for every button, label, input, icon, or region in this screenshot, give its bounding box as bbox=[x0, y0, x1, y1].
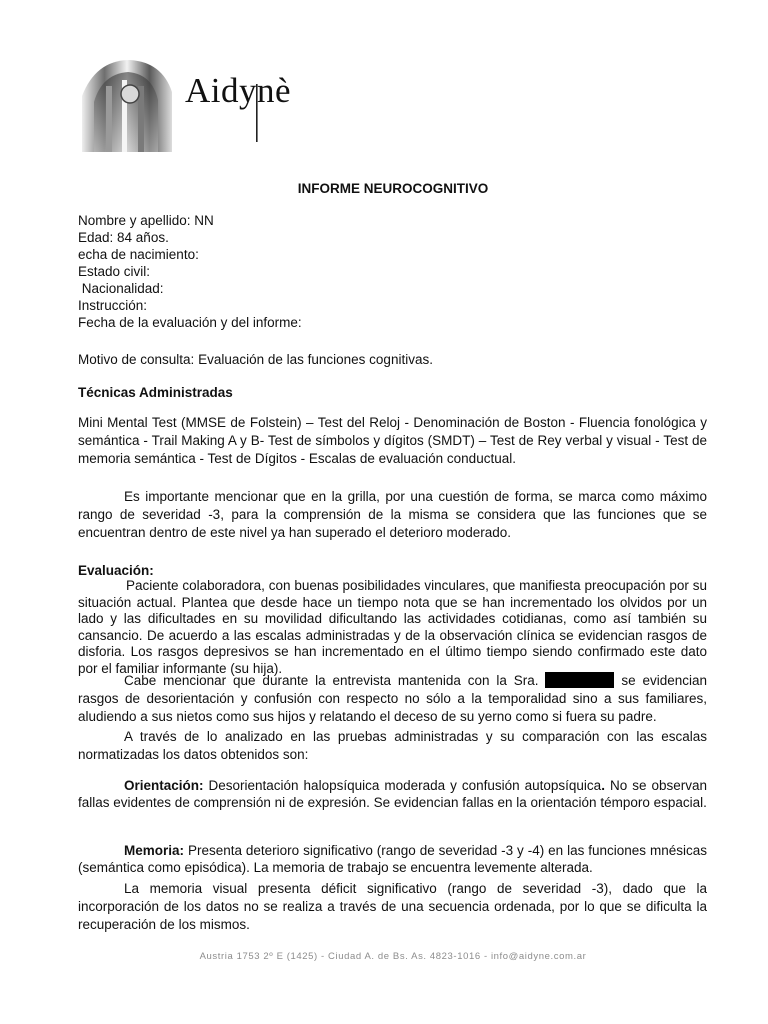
techniques-text: Mini Mental Test (MMSE de Folstein) – Test del Reloj - Denominación de Boston - Fluencia fonológica y semántica - Trail Making A y B- Test de símbolos y dígitos (SMDT) – Test de Rey verbal y visual - Test de memoria semántica - Test de Dígitos - Escalas de evaluación conductual. bbox=[78, 415, 707, 467]
techniques-heading bbox=[78, 384, 707, 401]
consult-reason-text: Motivo de consulta: Evaluación de las funciones cognitivas. bbox=[78, 352, 433, 367]
patient-nationality: Nacionalidad: bbox=[78, 281, 164, 296]
patient-age: Edad: 84 años. bbox=[78, 230, 169, 245]
evaluation-date: Fecha de la evaluación y del informe: bbox=[78, 315, 302, 330]
orientation-section bbox=[78, 778, 707, 811]
redacted-name bbox=[545, 672, 614, 688]
document-title: INFORME NEUROCOGNITIVO bbox=[297, 181, 489, 196]
memory-text: Presenta deterioro significativo (rango de severidad -3 y -4) en las funciones mnésicas (semántica como episódica). La memoria de trabajo se encuentra levemente alterada. bbox=[78, 843, 707, 875]
evaluation-paragraph-2-start: Cabe mencionar que durante la entrevista mantenida con la Sra. bbox=[124, 673, 539, 688]
patient-info bbox=[78, 212, 707, 331]
patient-name: Nombre y apellido: NN bbox=[78, 213, 214, 228]
orientation-text-a: Desorientación halopsíquica moderada y confusión autopsíquica bbox=[208, 778, 602, 793]
footer-address: Austria 1753 2º E (1425) - Ciudad A. de Bs. As. 4823-1016 - info@aidyne.com.ar bbox=[199, 951, 587, 962]
severity-note: Es importante mencionar que en la grilla, por una cuestión de forma, se marca como máximo rango de severidad -3, para la comprensión de la misma se considera que las funciones que se encuentran dentro de este nivel ya han superado el deterioro moderado. bbox=[78, 489, 707, 541]
evaluation-paragraph-2 bbox=[78, 672, 707, 727]
consult-reason bbox=[78, 351, 707, 368]
evaluation-heading bbox=[78, 562, 707, 579]
memory-label: Memoria: bbox=[124, 843, 185, 858]
patient-education: Instrucción: bbox=[78, 298, 148, 313]
brand-name: Aidynè bbox=[185, 71, 292, 110]
evaluation-paragraph-3: A través de lo analizado en las pruebas administradas y su comparación con las escalas normatizadas los datos obtenidos son: bbox=[78, 729, 707, 763]
memory-section bbox=[78, 843, 707, 876]
techniques-heading-text: Técnicas Administradas bbox=[78, 385, 233, 400]
patient-birthdate: echa de nacimiento: bbox=[78, 247, 199, 262]
orientation-label: Orientación: bbox=[124, 778, 204, 793]
evaluation-heading-text: Evaluación: bbox=[78, 563, 154, 578]
visual-memory-paragraph: La memoria visual presenta déficit significativo (rango de severidad -3), dado que la incorporación de los datos no se realiza a través de una secuencia ordenada, por lo que se dificulta la recuperación de los mismos. bbox=[78, 881, 707, 933]
evaluation-paragraph-1: Paciente colaboradora, con buenas posibilidades vinculares, que manifiesta preocupación por su situación actual. Plantea que desde hace un tiempo nota que se han incrementado los olvidos por un lado y las dificultades en su movilidad dificultando las actividades cotidianas, como así también su cansancio. De acuerdo a las escalas administradas y de la observación clínica se evidencian rasgos de disforia. Los rasgos depresivos se han incrementado en el último tiempo siendo confirmado este dato por el familiar informante (su hija). bbox=[78, 578, 707, 676]
patient-marital-status: Estado civil: bbox=[78, 264, 151, 279]
evaluation-paragraph-2-end: se evidencian rasgos de desorientación y confusión con respecto no sólo a la temporalidad sino a sus familiares, aludiendo a sus nietos como sus hijos y relatando el deceso de su yerno como si fuera su padre. bbox=[78, 673, 707, 725]
orientation-dot: . bbox=[601, 778, 605, 793]
orientation-text-b: No se observan fallas evidentes de comprensión ni de expresión. Se evidencian fallas en la orientación témporo espacial. bbox=[78, 778, 707, 810]
